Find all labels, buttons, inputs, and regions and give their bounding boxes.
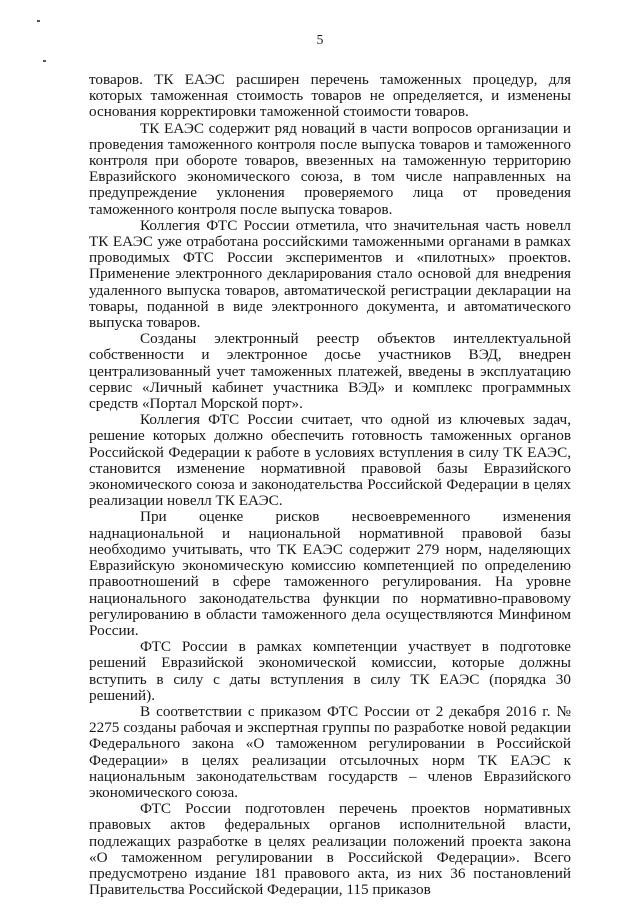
paragraph-8: В соответствии с приказом ФТС России от 2 декабря 2016 г. № 2275 созданы рабочая и экспертная группы по разработке новой редакции Федерального закона «О таможенном регулировании в Российской Федерации» в целях реализации отсылочных норм ТК ЕАЭС к национальным законодательствам государств – членов Евразийского экономического союза. <box>89 702 571 801</box>
paragraph-6: При оценке рисков несвоевременного изменения наднациональной и национальной нормативной правовой базы необходимо учитывать, что ТК ЕАЭС содержит 279 норм, наделяющих Евразийскую экономическую комиссию компетенцией по определению правоотношений в сфере таможенного регулирования. На уровне национального законодательства функции по нормативно-правовому регулированию в области таможенного дела осуществляются Минфином России. <box>89 508 571 639</box>
paragraph-9: ФТС России подготовлен перечень проектов нормативных правовых актов федеральных органов исполнительной власти, подлежащих разработке в целях реализации положений проекта закона «О таможенном регулировании в Российской Федерации». Всего предусмотрено издание 181 правового акта, из них 36 постановлений Правительства Российской Федерации, 115 приказов <box>89 800 571 899</box>
paragraph-5: Коллегия ФТС России считает, что одной из ключевых задач, решение которых должно обеспечить готовность таможенных органов Российской Федерации к работе в условиях вступления в силу ТК ЕАЭС, становится изменение нормативной правовой базы Евразийского экономического союза и законодательства Российской Федерации в целях реализации новелл ТК ЕАЭС. <box>89 411 571 510</box>
scan-speck <box>43 60 46 62</box>
page-number: 5 <box>316 32 324 47</box>
paragraph-3: Коллегия ФТС России отметила, что значительная часть новелл ТК ЕАЭС уже отработана российскими таможенными органами в рамках проводимых ФТС России экспериментов и «пилотных» проектов. Применение электронного декларирования стало основой для внедрения удаленного выпуска товаров, автоматической регистрации декларации на товары, поданной в виде электронного документа, и автоматического выпуска товаров. <box>89 216 571 332</box>
document-body <box>89 72 571 898</box>
paragraph-2: ТК ЕАЭС содержит ряд новаций в части вопросов организации и проведения таможенного контроля после выпуска товаров и таможенного контроля при обороте товаров, ввезенных на таможенную территорию Евразийского экономического союза, в том числе направленных на предупреждение уклонения проверяемого лица от проведения таможенного контроля после выпуска товаров. <box>89 119 571 218</box>
paragraph-7: ФТС России в рамках компетенции участвует в подготовке решений Евразийской экономической комиссии, которые должны вступить в силу с даты вступления в силу ТК ЕАЭС (порядка 30 решений). <box>89 638 571 704</box>
scan-speck <box>37 20 40 22</box>
paragraph-4: Созданы электронный реестр объектов интеллектуальной собственности и электронное досье участников ВЭД, внедрен централизованный учет таможенных платежей, введены в эксплуатацию сервис «Личный кабинет участника ВЭД» и комплекс программных средств «Портал Морской порт». <box>89 330 571 413</box>
paragraph-1: товаров. ТК ЕАЭС расширен перечень таможенных процедур, для которых таможенная стоимость товаров не определяется, и изменены основания корректировки таможенной стоимости товаров. <box>89 71 571 121</box>
